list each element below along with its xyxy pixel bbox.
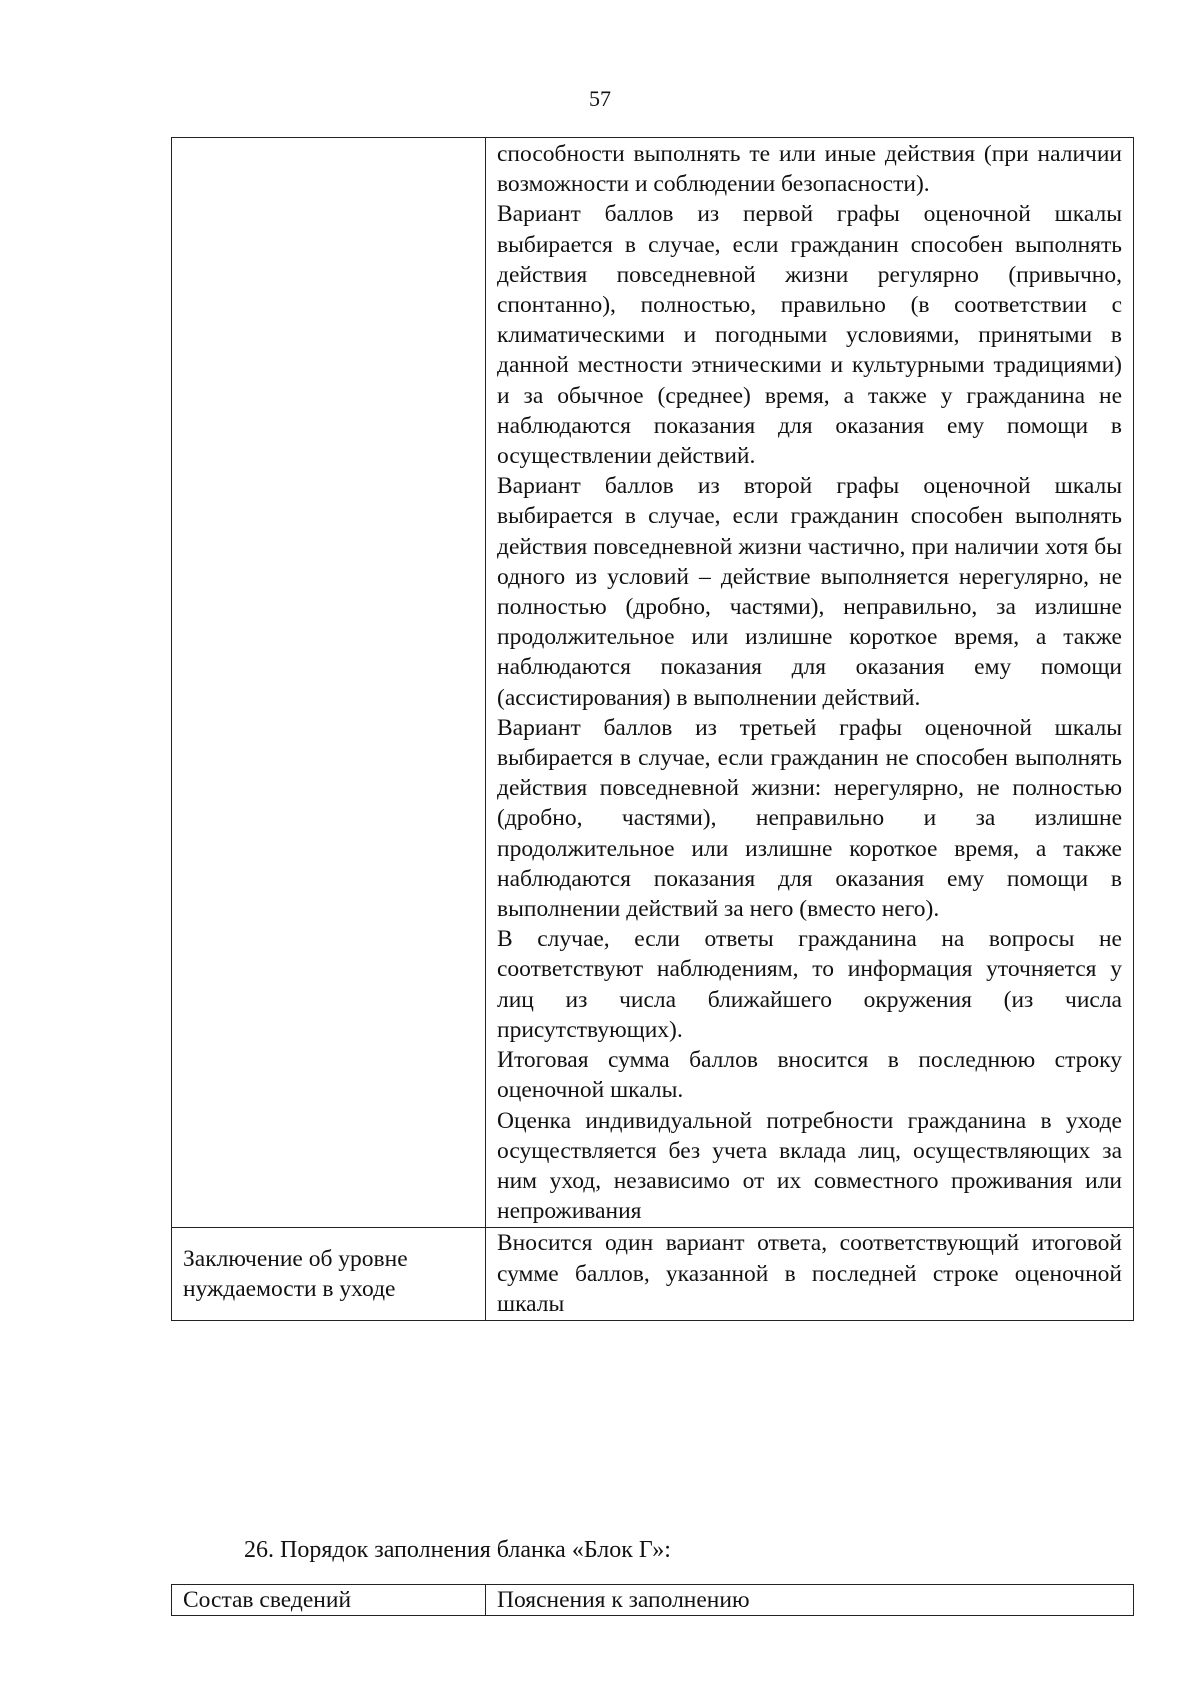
explanation-paragraph: Вариант баллов из третьей графы оценочной шкалы выбирается в случае, если гражданин не способен выполнять действия повседневной жизни: нерегулярно, не полностью (дробно, частями), неправильно и за излишне продолжительное или излишне короткое время, а также наблюдаются показания для оказания ему помощи в выполнении действий за него (вместо него). bbox=[497, 714, 1122, 923]
table-row bbox=[172, 1228, 1134, 1321]
page-number: 57 bbox=[589, 86, 611, 111]
table-cell-explanation bbox=[486, 1228, 1134, 1321]
table-cell-field-name: Заключение об уровне нуждаемости в уходе bbox=[172, 1228, 486, 1321]
explanation-paragraph: способности выполнять те или иные действия (при наличии возможности и соблюдении безопасности). bbox=[497, 141, 1122, 198]
column-header: Состав сведений bbox=[172, 1585, 486, 1616]
instructions-table-continued bbox=[171, 137, 1134, 1321]
explanation-paragraph: Вносится один вариант ответа, соответствующий итоговой сумме баллов, указанной в последней строке оценочной шкалы bbox=[497, 1230, 1122, 1317]
table-header-row bbox=[172, 1585, 1134, 1616]
explanation-paragraph: Итоговая сумма баллов вносится в последнюю строку оценочной шкалы. bbox=[497, 1047, 1122, 1104]
table-cell-explanation bbox=[486, 138, 1134, 1228]
explanation-paragraph: Оценка индивидуальной потребности гражданина в уходе осуществляется без учета вклада лиц, осуществляющих за ним уход, независимо от их совместного проживания или непроживания bbox=[497, 1107, 1122, 1225]
table-cell-empty bbox=[172, 138, 486, 1228]
section-heading: 26. Порядок заполнения бланка «Блок Г»: bbox=[244, 1537, 671, 1563]
explanation-paragraph: Вариант баллов из второй графы оценочной шкалы выбирается в случае, если гражданин способен выполнять действия повседневной жизни частично, при наличии хотя бы одного из условий – действие выполняется нерегулярно, не полностью (дробно, частями), неправильно, за излишне продолжительное или излишне короткое время, а также наблюдаются показания для оказания ему помощи (ассистирования) в выполнении действий. bbox=[497, 473, 1122, 711]
column-header: Пояснения к заполнению bbox=[486, 1585, 1134, 1616]
block-g-instructions-table bbox=[171, 1584, 1134, 1616]
explanation-paragraph: Вариант баллов из первой графы оценочной шкалы выбирается в случае, если гражданин способен выполнять действия повседневной жизни регулярно (привычно, спонтанно), полностью, правильно (в соответствии с климатическими и погодными условиями, принятыми в данной местности этническими и культурными традициями) и за обычное (среднее) время, а также у гражданина не наблюдаются показания для оказания ему помощи в осуществлении действий. bbox=[497, 201, 1122, 470]
table-row bbox=[172, 138, 1134, 1228]
explanation-paragraph: В случае, если ответы гражданина на вопросы не соответствуют наблюдениям, то информация уточняется у лиц из числа ближайшего окружения (из числа присутствующих). bbox=[497, 926, 1122, 1043]
